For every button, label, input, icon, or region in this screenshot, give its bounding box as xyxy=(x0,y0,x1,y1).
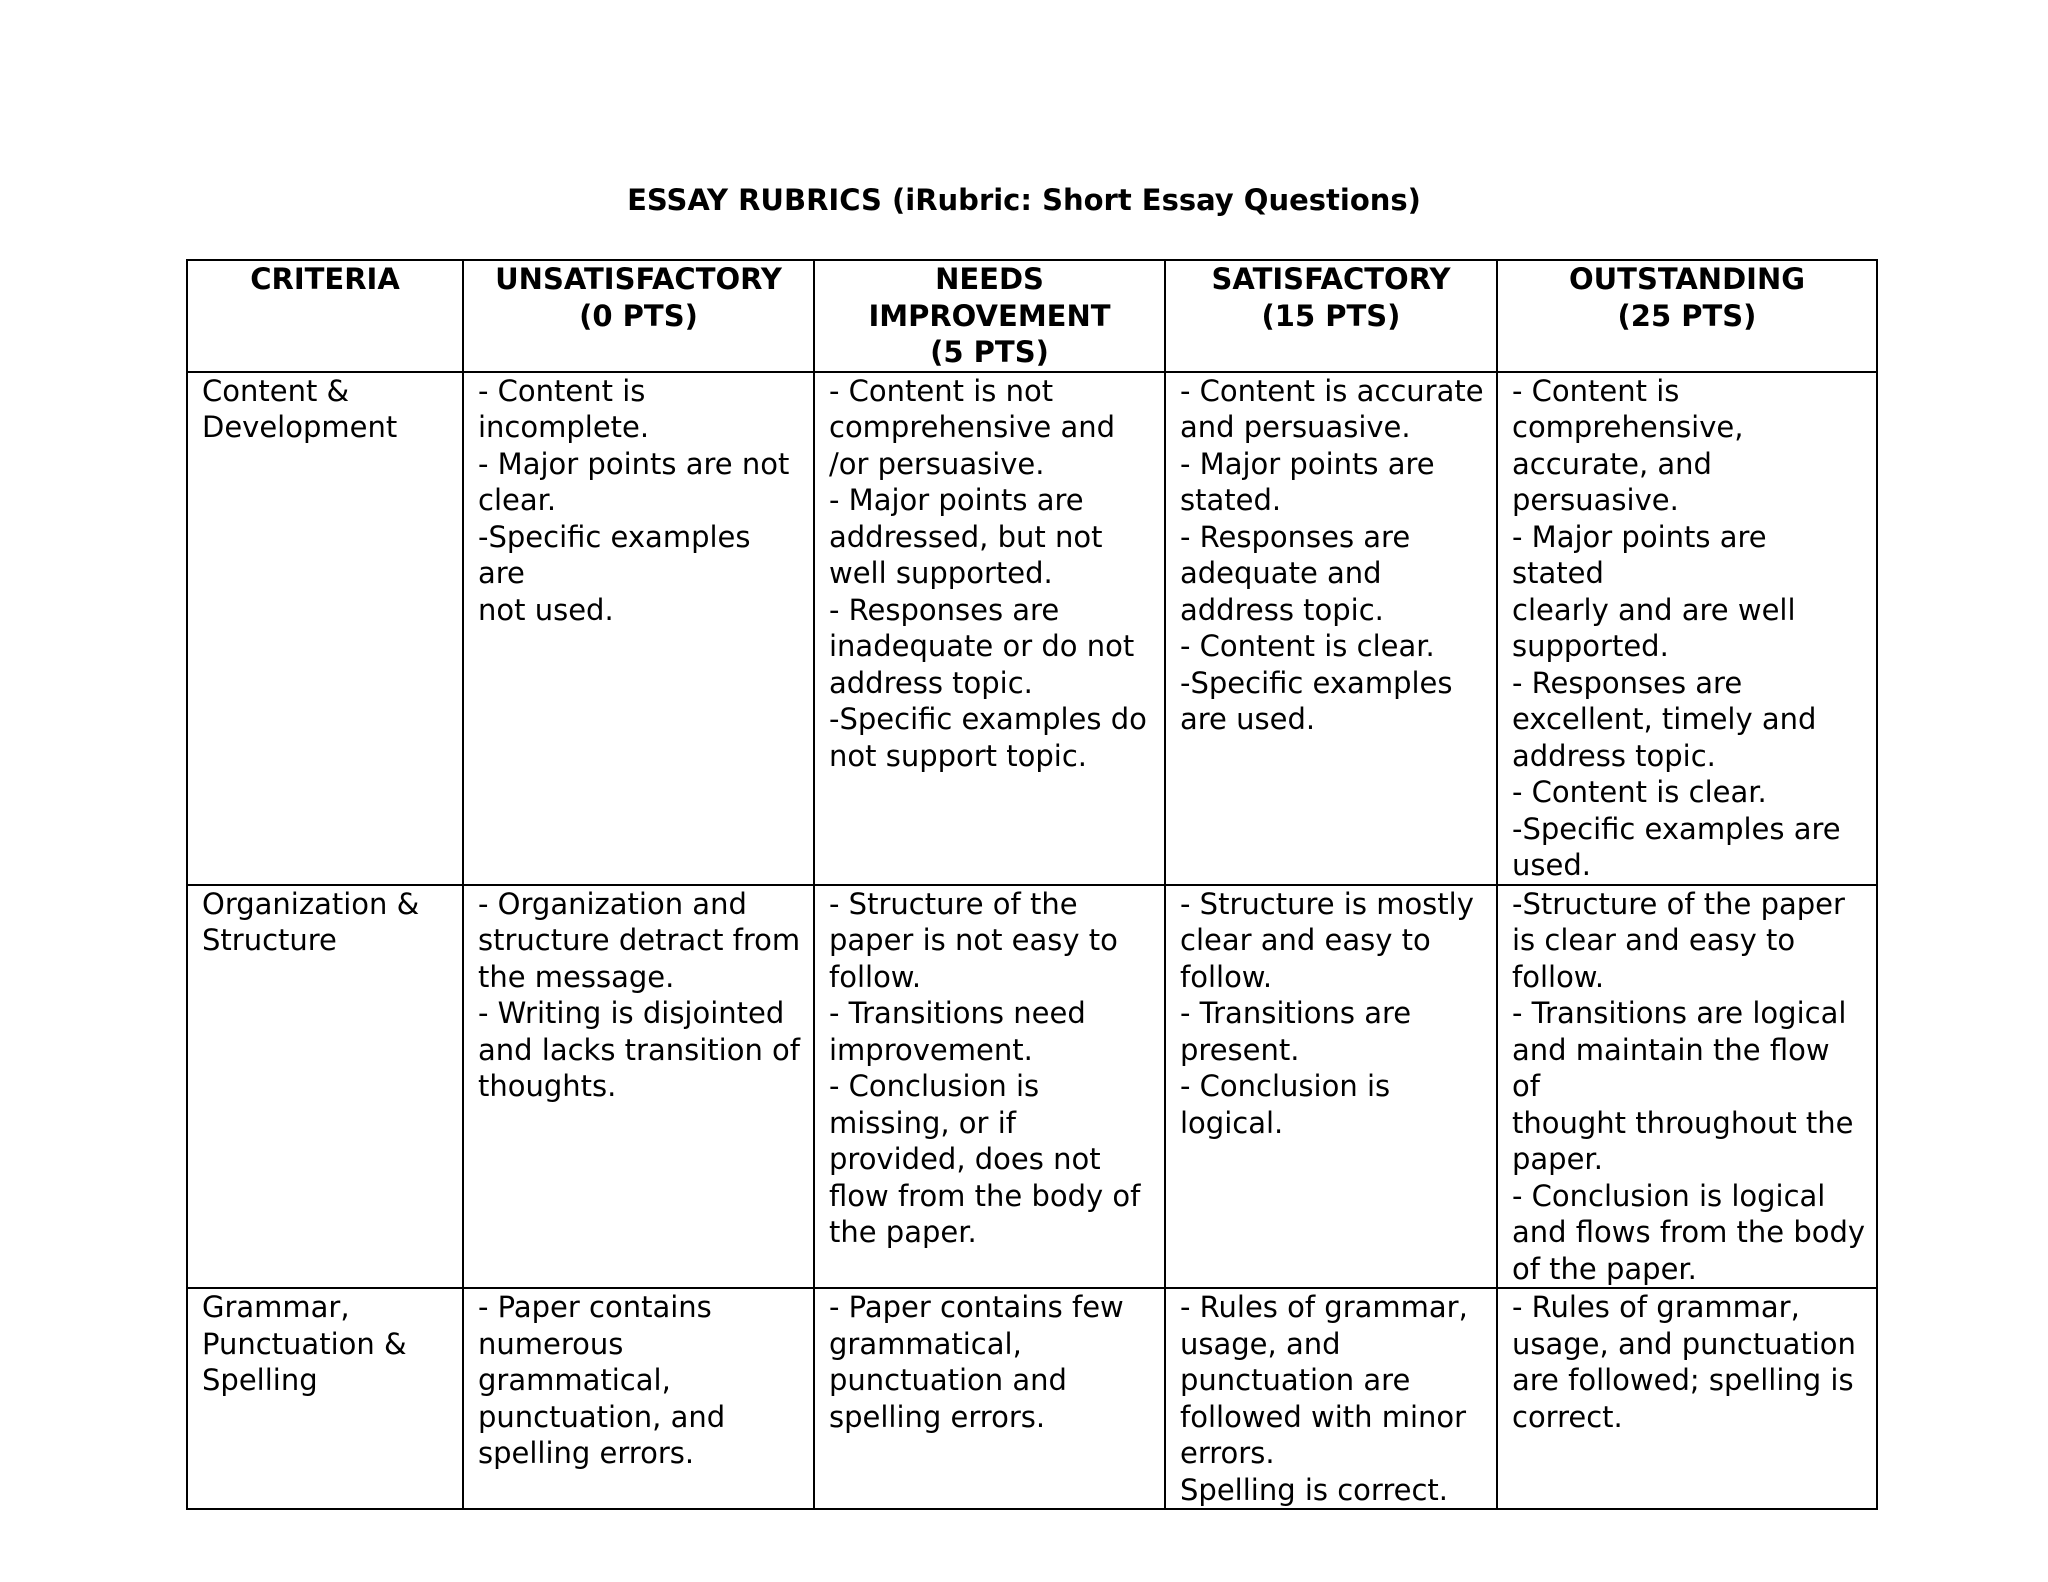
column-header-label: CRITERIA xyxy=(250,262,400,296)
cell-text-line: punctuation, and xyxy=(478,1399,726,1434)
cell-text-line: and flows from the body xyxy=(1512,1215,1866,1249)
cell-text-line: persuasive. xyxy=(1512,483,1679,517)
cell-text-line: provided, does not xyxy=(829,1142,1101,1176)
cell-text-line: - Paper contains few xyxy=(829,1290,1124,1324)
satisfactory-cell xyxy=(1165,1288,1497,1509)
outstanding-cell xyxy=(1497,372,1877,885)
cell-text-line: - Conclusion is logical xyxy=(1512,1178,1826,1213)
cell-text-line: correct. xyxy=(1512,1399,1623,1434)
cell-text-line: paper is not easy to xyxy=(829,923,1118,957)
cell-text-line: - Paper contains xyxy=(478,1290,712,1324)
cell-text-line: punctuation and xyxy=(829,1363,1067,1397)
cell-text-line: structure detract from xyxy=(478,923,801,957)
cell-text-line: -Specific examples do xyxy=(829,702,1147,736)
unsatisfactory-cell xyxy=(463,885,814,1289)
cell-text-line: clearly and are well xyxy=(1512,592,1796,627)
cell-text-line: the paper. xyxy=(829,1215,977,1249)
cell-text-line: - Major points are xyxy=(1180,446,1435,481)
column-header-points: (15 PTS) xyxy=(1261,298,1401,333)
column-header-points: (0 PTS) xyxy=(579,298,698,333)
cell-text-line: - Content is clear. xyxy=(1180,629,1435,663)
column-header-label: NEEDS IMPROVEMENT xyxy=(868,262,1111,333)
cell-text-line: - Structure of the xyxy=(829,886,1078,921)
cell-text-line: inadequate or do not xyxy=(829,629,1135,663)
outstanding-cell xyxy=(1497,885,1877,1289)
cell-text-line: improvement. xyxy=(829,1032,1033,1067)
cell-text-line: Grammar, xyxy=(202,1290,350,1324)
cell-text-line: not used. xyxy=(478,592,614,627)
cell-text-line: flow from the body of xyxy=(829,1178,1141,1213)
unsatisfactory-cell xyxy=(463,372,814,885)
cell-text-line: - Conclusion is xyxy=(1180,1069,1391,1103)
cell-text-line: accurate, and xyxy=(1512,446,1712,481)
criteria-cell xyxy=(187,372,463,885)
cell-text-line: incomplete. xyxy=(478,410,650,444)
cell-text-line: clear and easy to xyxy=(1180,923,1431,957)
column-header-label: SATISFACTORY xyxy=(1211,262,1451,296)
cell-text-line: thought throughout the xyxy=(1512,1105,1854,1140)
cell-text-line: stated. xyxy=(1180,483,1282,517)
cell-text-line: - Content is accurate xyxy=(1180,373,1484,408)
column-header-criteria xyxy=(187,260,463,372)
row-grammar-punctuation-spelling xyxy=(187,1288,1877,1509)
cell-text-line: follow. xyxy=(829,959,922,994)
cell-text-line: - Conclusion is xyxy=(829,1069,1040,1103)
cell-text-line: present. xyxy=(1180,1032,1300,1067)
cell-text-line: - Rules of grammar, xyxy=(1512,1290,1800,1324)
cell-text-line: follow. xyxy=(1180,959,1273,994)
cell-text-line: - Major points are stated xyxy=(1512,519,1767,590)
cell-text-line: - Transitions are logical xyxy=(1512,996,1847,1030)
cell-text-line: spelling errors. xyxy=(829,1399,1046,1434)
cell-text-line: - Content is xyxy=(1512,373,1680,408)
cell-text-line: follow. xyxy=(1512,959,1605,994)
cell-text-line: Structure xyxy=(202,923,337,957)
cell-text-line: - Responses are xyxy=(829,592,1060,627)
cell-text-line: supported. xyxy=(1512,629,1669,663)
cell-text-line: grammatical, xyxy=(478,1363,671,1397)
page-title: ESSAY RUBRICS (iRubric: Short Essay Questions) xyxy=(627,183,1421,217)
cell-text-line: comprehensive, xyxy=(1512,410,1744,444)
cell-text-line: - Major points are xyxy=(829,483,1084,517)
cell-text-line: Development xyxy=(202,410,398,444)
cell-text-line: Punctuation & xyxy=(202,1326,407,1361)
satisfactory-cell xyxy=(1165,885,1497,1289)
unsatisfactory-cell xyxy=(463,1288,814,1509)
cell-text-line: thoughts. xyxy=(478,1069,617,1103)
cell-text-line: excellent, timely and xyxy=(1512,702,1817,736)
needs-improvement-cell xyxy=(814,372,1165,885)
cell-text-line: -Specific examples are xyxy=(1512,811,1841,846)
row-organization-structure xyxy=(187,885,1877,1289)
rubric-body xyxy=(187,372,1877,1510)
rubric-table xyxy=(186,259,1878,1510)
cell-text-line: usage, and xyxy=(1180,1326,1341,1361)
cell-text-line: - Content is xyxy=(478,373,646,408)
cell-text-line: - Content is clear. xyxy=(1512,775,1767,809)
cell-text-line: of the paper. xyxy=(1512,1251,1697,1286)
outstanding-cell xyxy=(1497,1288,1877,1509)
cell-text-line: paper. xyxy=(1512,1142,1603,1176)
cell-text-line: are followed; spelling is xyxy=(1512,1363,1854,1397)
cell-text-line: - Writing is disjointed xyxy=(478,996,785,1030)
cell-text-line: well supported. xyxy=(829,556,1053,590)
cell-text-line: grammatical, xyxy=(829,1326,1022,1361)
cell-text-line: -Specific examples are xyxy=(478,519,751,590)
cell-text-line: and persuasive. xyxy=(1180,410,1411,444)
satisfactory-cell xyxy=(1165,372,1497,885)
cell-text-line: the message. xyxy=(478,959,675,994)
cell-text-line: address topic. xyxy=(1180,592,1384,627)
column-header-points: (25 PTS) xyxy=(1617,298,1757,333)
cell-text-line: - Major points are not xyxy=(478,446,790,481)
cell-text-line: logical. xyxy=(1180,1105,1284,1140)
needs-improvement-cell xyxy=(814,1288,1165,1509)
cell-text-line: - Rules of grammar, xyxy=(1180,1290,1468,1324)
cell-text-line: used. xyxy=(1512,848,1591,882)
header-row xyxy=(187,260,1877,372)
column-header-needs-improvement xyxy=(814,260,1165,372)
cell-text-line: are used. xyxy=(1180,702,1316,736)
cell-text-line: comprehensive and xyxy=(829,410,1116,444)
cell-text-line: Content & xyxy=(202,373,350,408)
cell-text-line: /or persuasive. xyxy=(829,446,1045,481)
row-content-development xyxy=(187,372,1877,885)
cell-text-line: Organization & xyxy=(202,886,420,921)
cell-text-line: - Responses are xyxy=(1180,519,1411,554)
cell-text-line: punctuation are xyxy=(1180,1363,1411,1397)
column-header-satisfactory xyxy=(1165,260,1497,372)
criteria-cell xyxy=(187,1288,463,1509)
column-header-label: UNSATISFACTORY xyxy=(495,262,782,296)
cell-text-line: clear. xyxy=(478,483,557,517)
needs-improvement-cell xyxy=(814,885,1165,1289)
cell-text-line: and lacks transition of xyxy=(478,1032,801,1067)
cell-text-line: - Content is not xyxy=(829,373,1054,408)
cell-text-line: adequate and xyxy=(1180,556,1382,590)
cell-text-line: and maintain the flow of xyxy=(1512,1032,1830,1103)
cell-text-line: usage, and punctuation xyxy=(1512,1326,1856,1361)
cell-text-line: - Responses are xyxy=(1512,665,1743,700)
column-header-points: (5 PTS) xyxy=(930,335,1049,369)
cell-text-line: is clear and easy to xyxy=(1512,923,1796,957)
cell-text-line: address topic. xyxy=(1512,738,1716,773)
column-header-outstanding xyxy=(1497,260,1877,372)
cell-text-line: spelling errors. xyxy=(478,1436,695,1470)
cell-text-line: Spelling is correct. xyxy=(1180,1472,1448,1507)
cell-text-line: address topic. xyxy=(829,665,1033,700)
cell-text-line: - Transitions need xyxy=(829,996,1086,1030)
column-header-label: OUTSTANDING xyxy=(1568,262,1806,296)
cell-text-line: addressed, but not xyxy=(829,519,1103,554)
cell-text-line: - Organization and xyxy=(478,886,747,921)
cell-text-line: missing, or if xyxy=(829,1105,1016,1140)
cell-text-line: followed with minor xyxy=(1180,1399,1467,1434)
cell-text-line: not support topic. xyxy=(829,738,1088,773)
cell-text-line: numerous xyxy=(478,1326,624,1361)
criteria-cell xyxy=(187,885,463,1289)
cell-text-line: - Transitions are xyxy=(1180,996,1412,1030)
cell-text-line: -Specific examples xyxy=(1180,665,1453,700)
cell-text-line: - Structure is mostly xyxy=(1180,886,1474,921)
cell-text-line: Spelling xyxy=(202,1363,318,1397)
cell-text-line: -Structure of the paper xyxy=(1512,886,1845,921)
cell-text-line: errors. xyxy=(1180,1436,1275,1470)
column-header-unsatisfactory xyxy=(463,260,814,372)
